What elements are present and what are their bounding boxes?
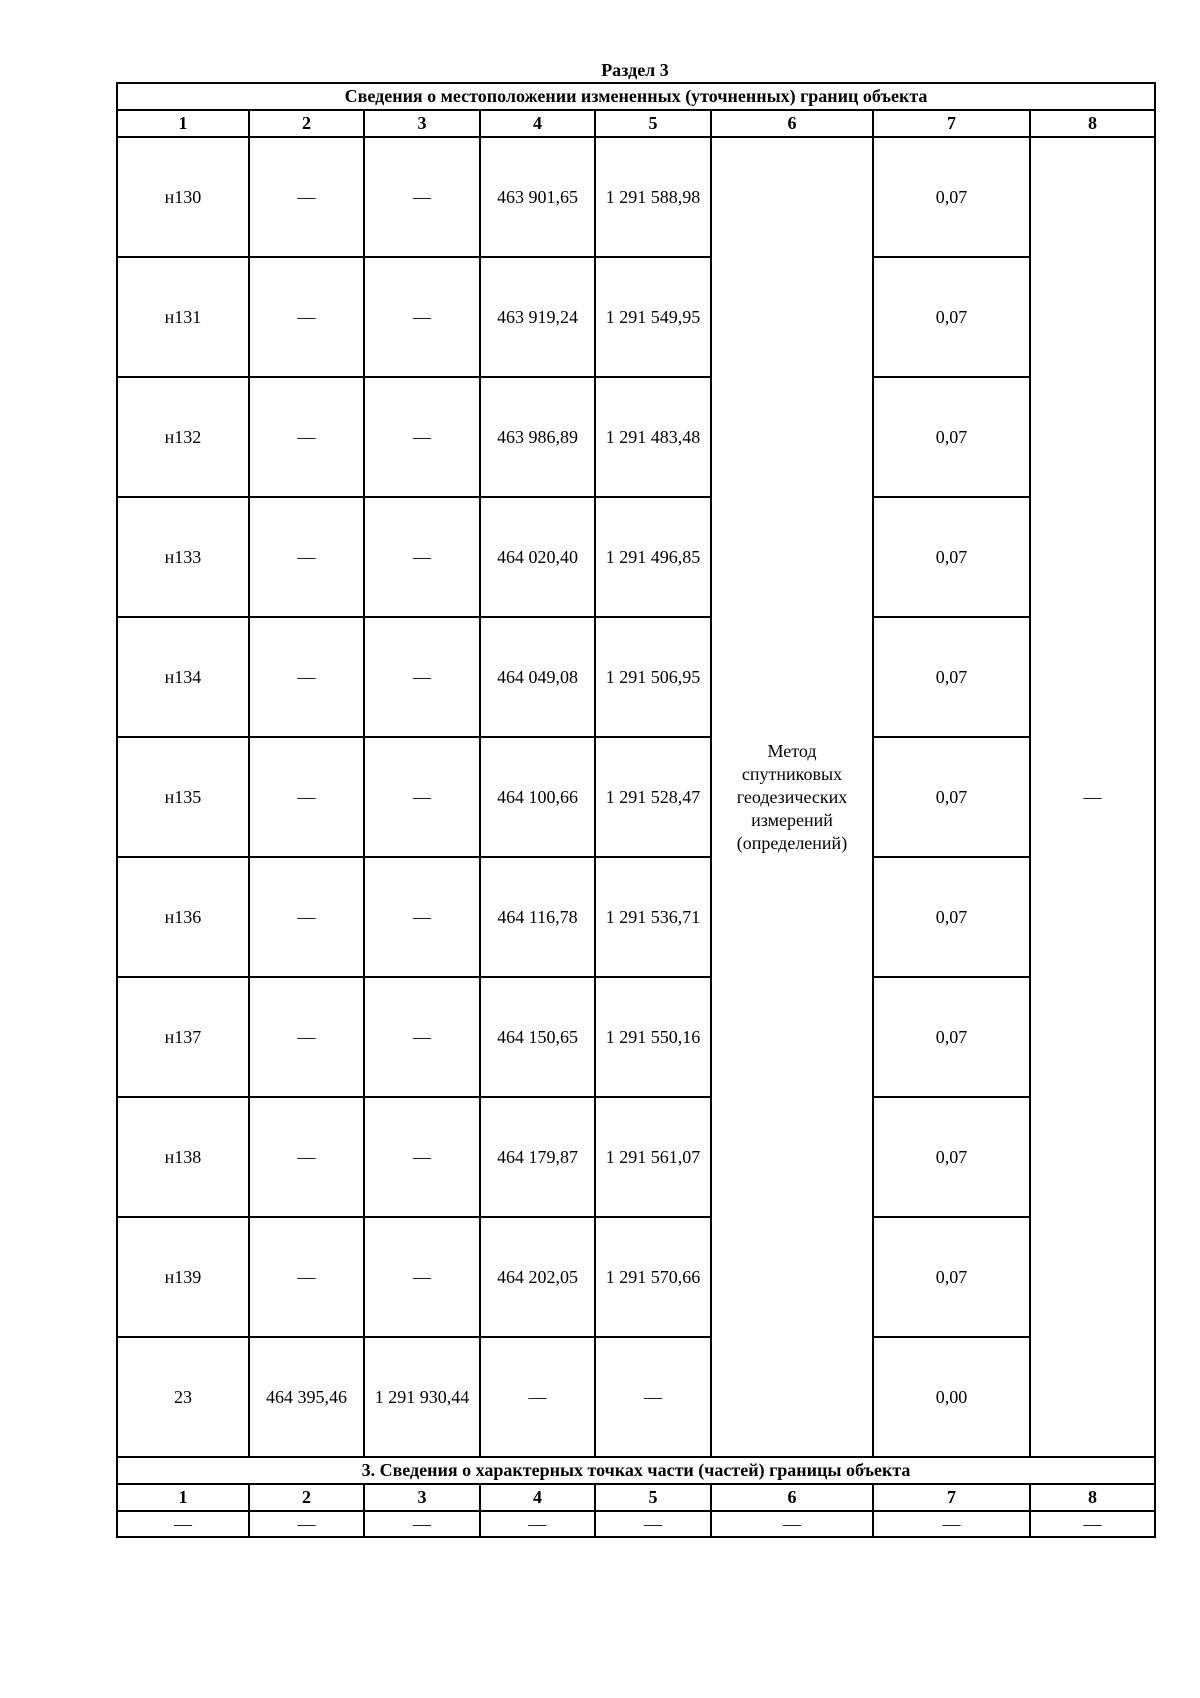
boundary-table bbox=[116, 82, 1156, 1538]
section2-cell: — bbox=[117, 1511, 249, 1537]
cell-c5: 1 291 570,66 bbox=[595, 1217, 711, 1337]
section2-header-row bbox=[117, 1484, 1155, 1511]
section2-column-header: 5 bbox=[595, 1484, 711, 1511]
table-title: Сведения о местоположении измененных (уточненных) границ объекта bbox=[117, 83, 1155, 110]
section2-column-header: 7 bbox=[873, 1484, 1030, 1511]
cell-c4: 464 100,66 bbox=[480, 737, 595, 857]
section2-cell: — bbox=[1030, 1511, 1155, 1537]
cell-c5: 1 291 549,95 bbox=[595, 257, 711, 377]
column-header: 6 bbox=[711, 110, 873, 137]
table-row bbox=[117, 977, 1155, 1097]
table-row bbox=[117, 1097, 1155, 1217]
cell-c5: 1 291 550,16 bbox=[595, 977, 711, 1097]
column-header: 2 bbox=[249, 110, 364, 137]
cell-c7: 0,00 bbox=[873, 1337, 1030, 1457]
column-header: 8 bbox=[1030, 110, 1155, 137]
cell-c4: 464 150,65 bbox=[480, 977, 595, 1097]
method-cell: Метод спутниковых геодезических измерений (определений) bbox=[711, 137, 873, 1457]
cell-c1: н136 bbox=[117, 857, 249, 977]
cell-c1: н135 bbox=[117, 737, 249, 857]
cell-c5: 1 291 561,07 bbox=[595, 1097, 711, 1217]
cell-c2: — bbox=[249, 137, 364, 257]
cell-c4: 463 919,24 bbox=[480, 257, 595, 377]
cell-c3: — bbox=[364, 257, 480, 377]
column-header: 3 bbox=[364, 110, 480, 137]
column-header: 1 bbox=[117, 110, 249, 137]
section2-column-header: 6 bbox=[711, 1484, 873, 1511]
section2-title: 3. Сведения о характерных точках части (частей) границы объекта bbox=[117, 1457, 1155, 1484]
cell-c3: — bbox=[364, 617, 480, 737]
cell-c5: 1 291 536,71 bbox=[595, 857, 711, 977]
cell-c3: — bbox=[364, 137, 480, 257]
cell-c2: — bbox=[249, 1097, 364, 1217]
table-row bbox=[117, 737, 1155, 857]
cell-c7: 0,07 bbox=[873, 857, 1030, 977]
cell-c1: н131 bbox=[117, 257, 249, 377]
cell-c5: 1 291 588,98 bbox=[595, 137, 711, 257]
section2-cell: — bbox=[364, 1511, 480, 1537]
cell-c2: — bbox=[249, 1217, 364, 1337]
cell-c7: 0,07 bbox=[873, 977, 1030, 1097]
section2-column-header: 3 bbox=[364, 1484, 480, 1511]
cell-c2: — bbox=[249, 737, 364, 857]
cell-c4: 464 116,78 bbox=[480, 857, 595, 977]
cell-c3: — bbox=[364, 377, 480, 497]
section2-cell: — bbox=[595, 1511, 711, 1537]
section2-title-row bbox=[117, 1457, 1155, 1484]
cell-c2: — bbox=[249, 617, 364, 737]
table-row bbox=[117, 497, 1155, 617]
table-title-row bbox=[117, 83, 1155, 110]
cell-c4: 463 986,89 bbox=[480, 377, 595, 497]
cell-c3: — bbox=[364, 1097, 480, 1217]
cell-c2: — bbox=[249, 857, 364, 977]
cell-c4: 464 020,40 bbox=[480, 497, 595, 617]
section-label: Раздел 3 bbox=[601, 60, 669, 80]
cell-c5: 1 291 483,48 bbox=[595, 377, 711, 497]
cell-c1: н139 bbox=[117, 1217, 249, 1337]
table-row bbox=[117, 857, 1155, 977]
cell-c7: 0,07 bbox=[873, 137, 1030, 257]
cell-c2: — bbox=[249, 257, 364, 377]
section2-column-header: 2 bbox=[249, 1484, 364, 1511]
cell-c1: н133 bbox=[117, 497, 249, 617]
cell-c5: 1 291 528,47 bbox=[595, 737, 711, 857]
cell-c3: — bbox=[364, 857, 480, 977]
cell-c1: н138 bbox=[117, 1097, 249, 1217]
section2-column-header: 1 bbox=[117, 1484, 249, 1511]
cell-c3: 1 291 930,44 bbox=[364, 1337, 480, 1457]
cell-c1: н137 bbox=[117, 977, 249, 1097]
section2-cell: — bbox=[249, 1511, 364, 1537]
cell-c2: — bbox=[249, 977, 364, 1097]
table-row bbox=[117, 137, 1155, 257]
cell-c4: — bbox=[480, 1337, 595, 1457]
section2-cell: — bbox=[711, 1511, 873, 1537]
section2-cell: — bbox=[873, 1511, 1030, 1537]
cell-c4: 464 179,87 bbox=[480, 1097, 595, 1217]
cell-c3: — bbox=[364, 977, 480, 1097]
cell-c7: 0,07 bbox=[873, 257, 1030, 377]
cell-c7: 0,07 bbox=[873, 1097, 1030, 1217]
cell-c7: 0,07 bbox=[873, 497, 1030, 617]
column-header: 5 bbox=[595, 110, 711, 137]
cell-c2: — bbox=[249, 497, 364, 617]
cell-c7: 0,07 bbox=[873, 377, 1030, 497]
column-header: 4 bbox=[480, 110, 595, 137]
cell-c5: — bbox=[595, 1337, 711, 1457]
column-header: 7 bbox=[873, 110, 1030, 137]
column-header-row bbox=[117, 110, 1155, 137]
section2-cell: — bbox=[480, 1511, 595, 1537]
cell-c3: — bbox=[364, 737, 480, 857]
cell-c2: — bbox=[249, 377, 364, 497]
section2-column-header: 4 bbox=[480, 1484, 595, 1511]
table-row bbox=[117, 1337, 1155, 1457]
table-row bbox=[117, 617, 1155, 737]
cell-c3: — bbox=[364, 497, 480, 617]
cell-c7: 0,07 bbox=[873, 1217, 1030, 1337]
table-row bbox=[117, 377, 1155, 497]
cell-c1: 23 bbox=[117, 1337, 249, 1457]
cell-c4: 463 901,65 bbox=[480, 137, 595, 257]
section2-column-header: 8 bbox=[1030, 1484, 1155, 1511]
cell-c7: 0,07 bbox=[873, 617, 1030, 737]
col8-cell: — bbox=[1030, 137, 1155, 1457]
cell-c7: 0,07 bbox=[873, 737, 1030, 857]
cell-c5: 1 291 506,95 bbox=[595, 617, 711, 737]
cell-c2: 464 395,46 bbox=[249, 1337, 364, 1457]
cell-c4: 464 202,05 bbox=[480, 1217, 595, 1337]
section2-row bbox=[117, 1511, 1155, 1537]
cell-c5: 1 291 496,85 bbox=[595, 497, 711, 617]
cell-c3: — bbox=[364, 1217, 480, 1337]
table-row bbox=[117, 257, 1155, 377]
cell-c1: н132 bbox=[117, 377, 249, 497]
cell-c4: 464 049,08 bbox=[480, 617, 595, 737]
cell-c1: н134 bbox=[117, 617, 249, 737]
table-row bbox=[117, 1217, 1155, 1337]
cell-c1: н130 bbox=[117, 137, 249, 257]
